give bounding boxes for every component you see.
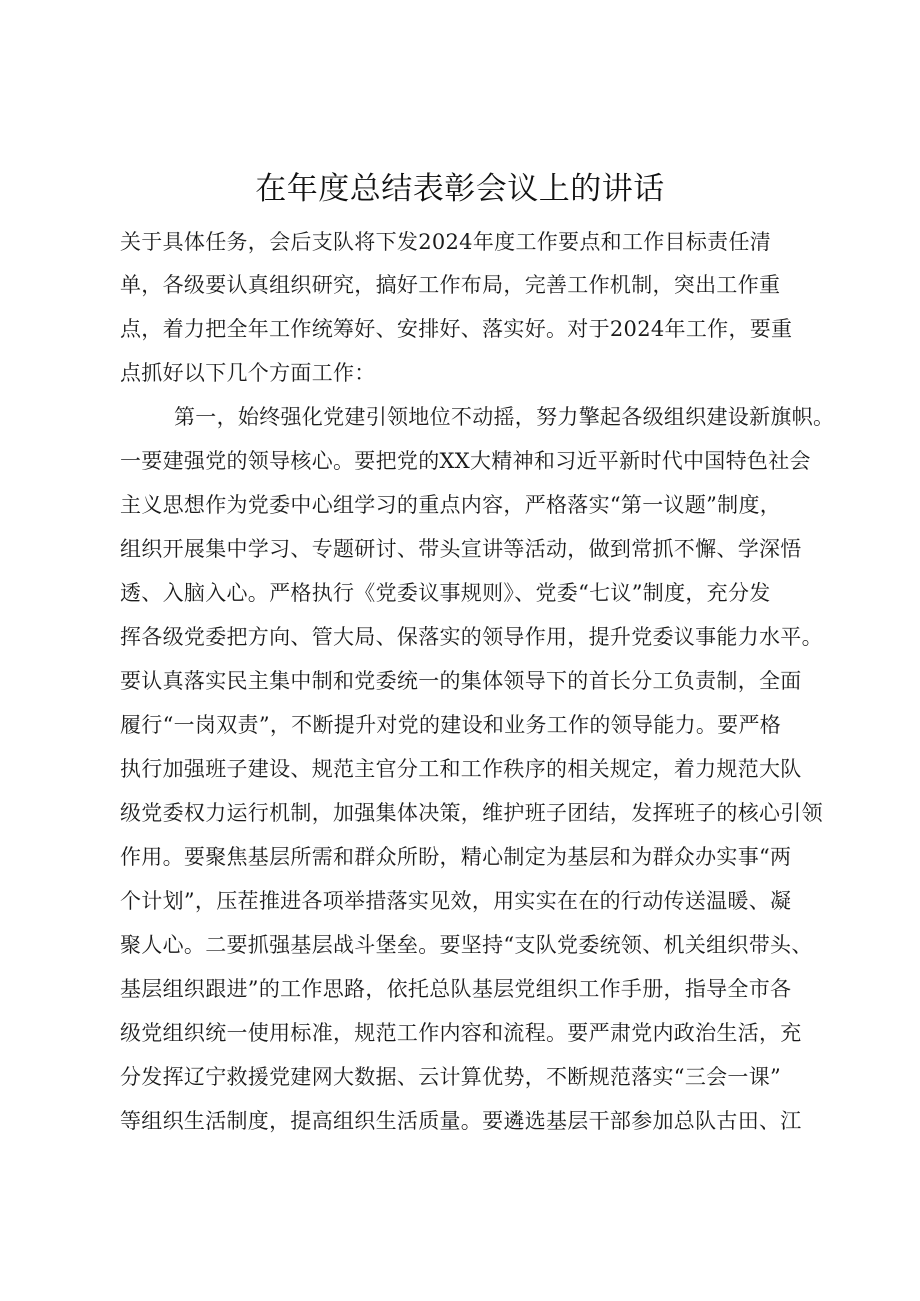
paragraph-line: 第一，始终强化党建引领地位不动摇，努力擎起各级组织建设新旗帜。 (174, 405, 835, 429)
paragraph-line: 级党委权力运行机制，加强集体决策，维护班子团结，发挥班子的核心引领 (120, 801, 823, 825)
paragraph-line: 个计划”，压茬推进各项举措落实见效，用实实在在的行动传送温暖、凝 (120, 889, 792, 913)
paragraph-line: 级党组织统一使用标准，规范工作内容和流程。要严肃党内政治生活，充 (120, 1021, 802, 1045)
paragraph-line: 一要建强党的领导核心。要把党的XX大精神和习近平新时代中国特色社会 (120, 449, 811, 473)
paragraph-line: 单，各级要认真组织研究，搞好工作布局，完善工作机制，突出工作重 (120, 273, 781, 297)
paragraph-line: 分发挥辽宁救援党建网大数据、云计算优势，不断规范落实“三会一课” (120, 1065, 782, 1089)
paragraph-line: 挥各级党委把方向、管大局、保落实的领导作用，提升党委议事能力水平。 (120, 625, 823, 649)
paragraph-line: 作用。要聚焦基层所需和群众所盼，精心制定为基层和为群众办实事“两 (120, 845, 792, 869)
paragraph-line: 主义思想作为党委中心组学习的重点内容，严格落实“第一议题”制度， (120, 493, 782, 517)
paragraph-line: 履行“一岗双责”，不断提升对党的建设和业务工作的领导能力。要严格 (120, 713, 782, 737)
paragraph-line: 透、入脑入心。严格执行《党委议事规则》、党委“七议”制度，充分发 (120, 581, 771, 605)
paragraph-line: 关于具体任务，会后支队将下发2024年度工作要点和工作目标责任清 (120, 230, 772, 254)
document-title: 在年度总结表彰会议上的讲话 (255, 171, 665, 207)
paragraph-line: 执行加强班子建设、规范主官分工和工作秩序的相关规定，着力规范大队 (120, 757, 802, 781)
paragraph-line: 组织开展集中学习、专题研讨、带头宣讲等活动，做到常抓不懈、学深悟 (120, 537, 802, 561)
paragraph-line: 基层组织跟进”的工作思路，依托总队基层党组织工作手册，指导全市各 (120, 977, 792, 1001)
paragraph-line: 点，着力把全年工作统筹好、安排好、落实好。对于2024年工作，要重 (120, 317, 793, 341)
paragraph-line: 要认真落实民主集中制和党委统一的集体领导下的首长分工负责制，全面 (120, 669, 802, 693)
paragraph-line: 等组织生活制度，提高组织生活质量。要遴选基层干部参加总队古田、江 (120, 1109, 802, 1133)
paragraph-line: 点抓好以下几个方面工作： (120, 361, 376, 385)
paragraph-line: 聚人心。二要抓强基层战斗堡垒。要坚持“支队党委统领、机关组织带头、 (120, 933, 813, 957)
